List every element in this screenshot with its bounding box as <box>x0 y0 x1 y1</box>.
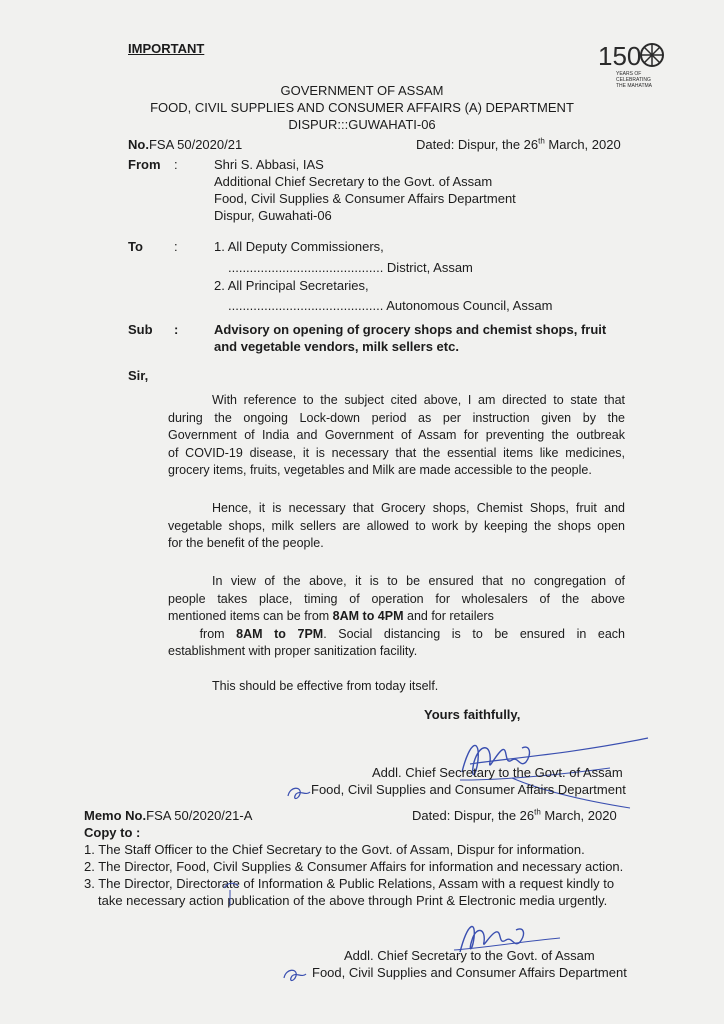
government-title: GOVERNMENT OF ASSAM <box>280 83 444 98</box>
signatory-designation: Addl. Chief Secretary to the Govt. of Assam <box>372 765 623 780</box>
to-line: ........................................... Autonomous Council, Assam <box>228 298 553 313</box>
copy-item: 3. The Director, Directorate of Information & Public Relations, Assam with a request kindly to <box>84 876 615 891</box>
paragraph-1 <box>168 392 625 480</box>
from-colon: : <box>174 157 178 172</box>
paragraph-line: for the benefit of the people. <box>168 536 324 550</box>
memo-number: Memo No.FSA 50/2020/21-A <box>84 808 253 823</box>
paragraph-line: Government of India and Government of Assam for preventing the outbreak <box>168 428 625 442</box>
from-line: Additional Chief Secretary to the Govt. of Assam <box>214 174 493 189</box>
from-line: Dispur, Guwahati-06 <box>214 208 332 223</box>
initials-mark-icon <box>284 782 314 806</box>
from-line: Food, Civil Supplies & Consumer Affairs Department <box>214 191 516 206</box>
paragraph-line: during the ongoing Lock-down period as per instruction given by the <box>168 410 625 425</box>
paragraph-line: grocery items, fruits, vegetables and Milk are made accessible to the people. <box>168 463 592 477</box>
copy-item: 1. The Staff Officer to the Chief Secretary to the Govt. of Assam, Dispur for information. <box>84 842 585 857</box>
memo-date: Dated: Dispur, the 26th March, 2020 <box>412 807 617 823</box>
paragraph-line: In view of the above, it is to be ensured that no congregation of <box>212 574 625 588</box>
paragraph-line: vegetable shops, milk sellers are allowed to work by keeping the shops open <box>168 518 625 533</box>
signatory-designation-2: Addl. Chief Secretary to the Govt. of Assam <box>344 948 595 963</box>
paragraph-4: This should be effective from today itself. <box>212 679 439 693</box>
to-label: To <box>128 239 143 254</box>
letter-number: No.FSA 50/2020/21 <box>128 137 243 152</box>
paragraph-line: establishment with proper sanitization facility. <box>168 644 418 658</box>
to-line: ........................................... District, Assam <box>228 260 473 275</box>
logo-caption-1: YEARS OF <box>616 71 642 77</box>
copy-to-label: Copy to : <box>84 825 141 840</box>
paragraph-line: people takes place, timing of operation for wholesalers of the above <box>168 591 625 606</box>
important-heading: IMPORTANT <box>128 41 205 56</box>
department-title: FOOD, CIVIL SUPPLIES AND CONSUMER AFFAIRS (A) DEPARTMENT <box>150 100 574 115</box>
to-colon: : <box>174 239 178 254</box>
to-line: 1. All Deputy Commissioners, <box>214 239 384 254</box>
paragraph-line: of COVID-19 disease, it is necessary that the essential items like medicines, <box>168 445 625 460</box>
paragraph-line: With reference to the subject cited above, I am directed to state that <box>212 393 625 407</box>
from-line: Shri S. Abbasi, IAS <box>214 157 324 172</box>
copy-item: 2. The Director, Food, Civil Supplies & Consumer Affairs for information and necessary action. <box>84 859 624 874</box>
yours-faithfully: Yours faithfully, <box>424 707 521 722</box>
handwritten-insert-icon <box>218 880 248 908</box>
salutation: Sir, <box>128 368 149 383</box>
subject-line: and vegetable vendors, milk sellers etc. <box>214 339 459 354</box>
subject-label: Sub <box>128 322 153 337</box>
subject-colon: : <box>174 322 179 337</box>
paragraph-line: from 8AM to 7PM. Social distancing is to be ensured in each <box>188 626 625 641</box>
logo-number: 150 <box>598 41 642 71</box>
paragraph-2 <box>168 500 625 553</box>
signatory-department: Food, Civil Supplies and Consumer Affairs Department <box>311 782 626 797</box>
from-label: From <box>128 157 161 172</box>
subject-line: Advisory on opening of grocery shops and chemist shops, fruit <box>214 322 607 337</box>
paragraph-line: Hence, it is necessary that Grocery shops, Chemist Shops, fruit and <box>212 501 625 515</box>
signatory-department-2: Food, Civil Supplies and Consumer Affairs Department <box>312 965 627 980</box>
logo-caption-2: CELEBRATING <box>616 77 651 83</box>
initials-mark-2-icon <box>280 964 310 988</box>
copy-item: take necessary action publication of the above through Print & Electronic media urgently. <box>98 893 608 908</box>
to-line: 2. All Principal Secretaries, <box>214 278 369 293</box>
logo-caption-3: THE MAHATMA <box>616 83 653 89</box>
department-address: DISPUR:::GUWAHATI-06 <box>288 117 436 132</box>
paragraph-line: mentioned items can be from 8AM to 4PM and for retailers <box>168 609 494 623</box>
letter-date: Dated: Dispur, the 26th March, 2020 <box>416 136 621 152</box>
paragraph-3 <box>168 573 625 661</box>
